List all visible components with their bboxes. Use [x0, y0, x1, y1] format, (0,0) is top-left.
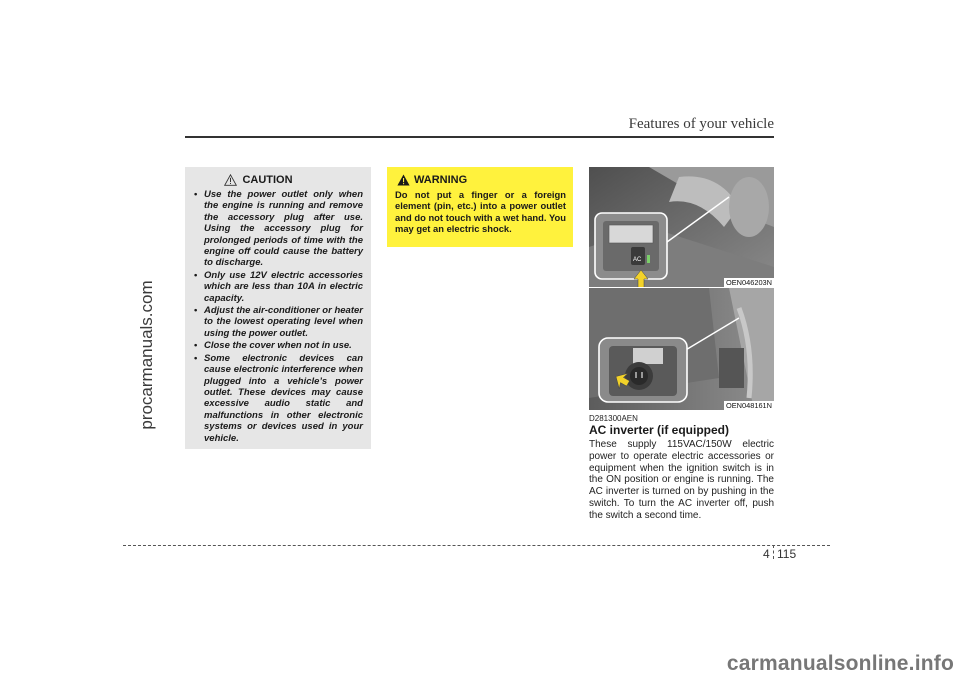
- warning-box: [387, 167, 573, 247]
- side-watermark: [132, 240, 162, 470]
- warning-triangle-icon: [397, 174, 410, 186]
- caution-item: • Use the power outlet only when the engine is running and remove the accessory plug after use. Using the accessory plug for prolonged periods of time with the engine off could cause the battery to discharge.: [194, 189, 363, 269]
- caution-header: [194, 174, 323, 186]
- ac-outlet-illustration: [589, 288, 774, 410]
- figure-code-1: OEN046203N: [725, 278, 772, 287]
- page-section-title: Features of your vehicle: [628, 116, 774, 132]
- figure-code-2: OEN048161N: [725, 401, 772, 410]
- bottom-watermark: carmanualsonline.info: [726, 652, 954, 675]
- caution-item: • Only use 12V electric accessories which are less than 10A in electric capacity.: [194, 269, 363, 304]
- warning-title: WARNING: [414, 174, 468, 186]
- ac-switch-illustration: [589, 167, 774, 287]
- section-code: D281300AEN: [589, 414, 638, 423]
- header-rule: [185, 136, 774, 138]
- section-body: These supply 115VAC/150W electric power to operate electric accessories or equipment when the ignition switch is in the ON position or engine is running. The AC inverter is turned on by pushing in the switch. To turn the AC inverter off, push the switch a second time.: [589, 439, 774, 521]
- side-watermark-text: procarmanuals.com: [137, 280, 156, 430]
- caution-item: • Close the cover when not in use.: [194, 340, 352, 352]
- page-number: 115: [777, 547, 797, 561]
- caution-triangle-icon: [224, 174, 237, 186]
- figure-ac-switch-photo: [589, 167, 774, 287]
- footer-divider: [773, 545, 774, 559]
- caution-list: [194, 189, 363, 444]
- caution-title: CAUTION: [242, 174, 293, 186]
- caution-item: • Some electronic devices can cause electronic interference when plugged into a vehicle’s power outlet. These devices may cause excessive audio static and malfunctions in other electronic systems or devices used in your vehicle.: [194, 352, 363, 444]
- footer-rule: [123, 545, 830, 546]
- ac-button-label: AC: [633, 257, 642, 263]
- caution-item: • Adjust the air-conditioner or heater to the lowest operating level when using the power outlet.: [194, 305, 363, 339]
- chapter-number: 4: [763, 547, 770, 561]
- caution-box: [185, 167, 371, 449]
- warning-text: Do not put a finger or a foreign element (pin, etc.) into a power outlet and do not touch with a wet hand. You may get an electric shock.: [395, 189, 566, 235]
- warning-header: [397, 174, 566, 186]
- section-title: AC inverter (if equipped): [589, 423, 730, 437]
- figure-ac-outlet-photo: [589, 288, 774, 410]
